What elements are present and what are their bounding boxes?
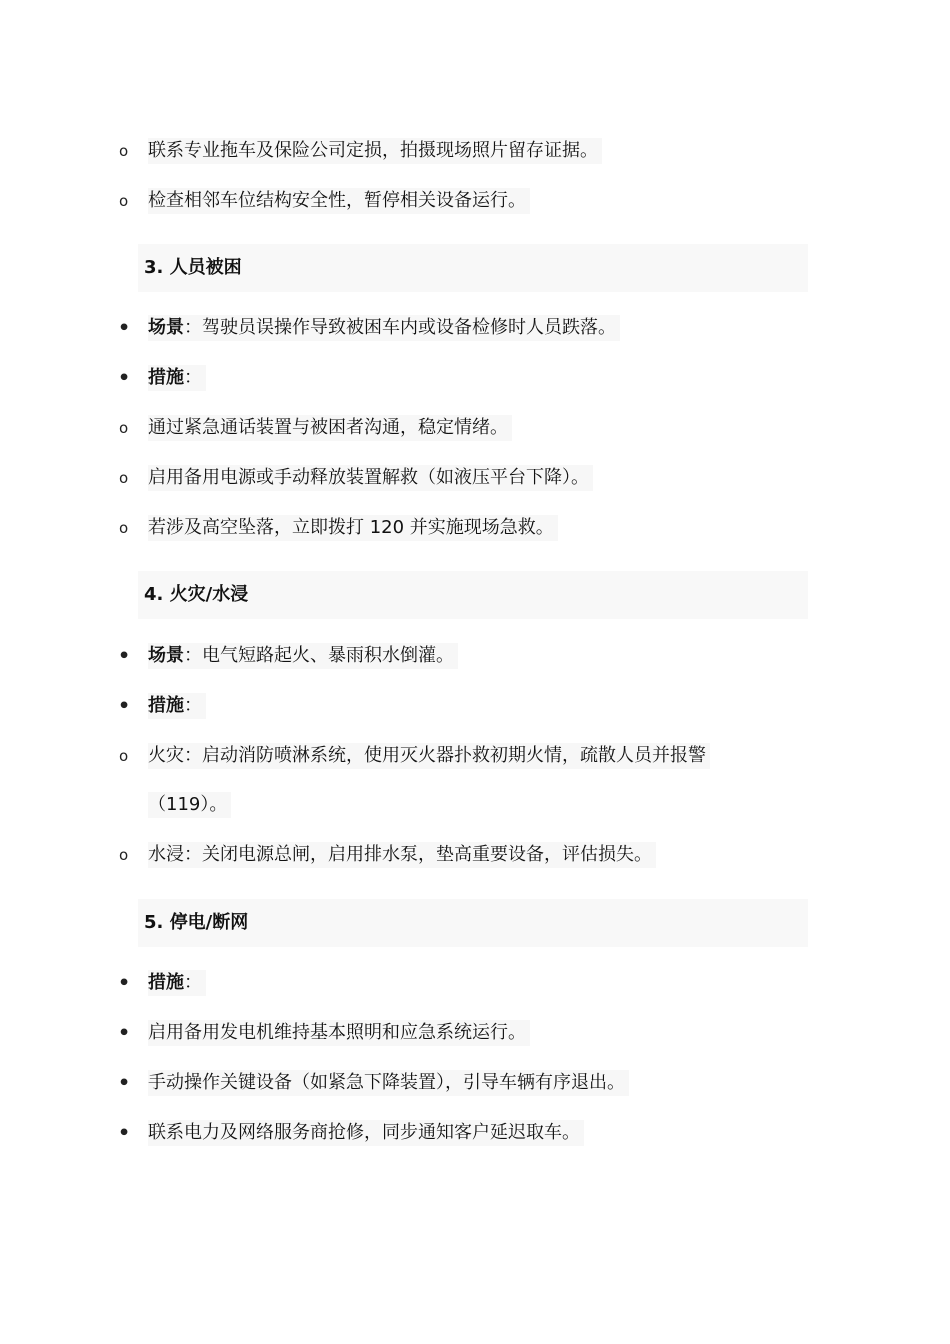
list-item-text: 联系电力及网络服务商抢修，同步通知客户延迟取车。 xyxy=(148,1120,584,1146)
circle-bullet-icon: o xyxy=(119,419,129,437)
scene-description: ：驾驶员误操作导致被困车内或设备检修时人员跌落。 xyxy=(184,317,616,338)
measures-text xyxy=(148,693,206,719)
scene-label: 场景 xyxy=(148,645,184,666)
bullet-icon: • xyxy=(118,317,131,339)
scene-text xyxy=(148,315,620,341)
measures-text xyxy=(148,365,206,391)
section-heading-4 xyxy=(138,571,808,619)
list-item-text: （119）。 xyxy=(148,792,231,818)
measures-label: 措施 xyxy=(148,367,184,388)
circle-bullet-icon: o xyxy=(119,469,129,487)
measures-text xyxy=(148,970,206,996)
circle-bullet-icon: o xyxy=(119,142,129,160)
list-item-text: 通过紧急通话装置与被困者沟通，稳定情绪。 xyxy=(148,415,512,441)
list-item xyxy=(0,358,950,398)
bullet-icon: • xyxy=(118,972,131,994)
list-item-text: 手动操作关键设备（如紧急下降装置），引导车辆有序退出。 xyxy=(148,1070,629,1096)
list-item xyxy=(0,1013,950,1053)
list-item xyxy=(0,686,950,726)
bullet-icon: • xyxy=(118,1122,131,1144)
bullet-icon: • xyxy=(118,367,131,389)
list-item xyxy=(0,181,950,221)
list-item-continuation xyxy=(0,785,950,825)
list-item-text: 火灾：启动消防喷淋系统，使用灭火器扑救初期火情，疏散人员并报警 xyxy=(148,743,710,769)
bullet-icon: • xyxy=(118,695,131,717)
circle-bullet-icon: o xyxy=(119,747,129,765)
list-item-text: 检查相邻车位结构安全性，暂停相关设备运行。 xyxy=(148,188,530,214)
list-item xyxy=(0,835,950,875)
list-item xyxy=(0,508,950,548)
section-heading-text: 5. 停电/断网 xyxy=(144,912,249,933)
scene-text xyxy=(148,643,458,669)
list-item xyxy=(0,1113,950,1153)
list-item xyxy=(0,458,950,498)
list-item-text: 水浸：关闭电源总闸，启用排水泵，垫高重要设备，评估损失。 xyxy=(148,842,656,868)
section-heading-5 xyxy=(138,899,808,947)
list-item xyxy=(0,736,950,776)
bullet-icon: • xyxy=(118,1022,131,1044)
list-item xyxy=(0,636,950,676)
list-item-text: 若涉及高空坠落，立即拨打 120 并实施现场急救。 xyxy=(148,515,558,541)
list-item-text: 启用备用发电机维持基本照明和应急系统运行。 xyxy=(148,1020,530,1046)
scene-description: ：电气短路起火、暴雨积水倒灌。 xyxy=(184,645,454,666)
scene-label: 场景 xyxy=(148,317,184,338)
list-item xyxy=(0,1063,950,1103)
list-item-text: 启用备用电源或手动释放装置解救（如液压平台下降）。 xyxy=(148,465,593,491)
circle-bullet-icon: o xyxy=(119,846,129,864)
bullet-icon: • xyxy=(118,1072,131,1094)
section-heading-text: 4. 火灾/水浸 xyxy=(144,584,249,605)
measures-colon: ： xyxy=(184,972,202,993)
list-item xyxy=(0,131,950,171)
section-heading-text: 3. 人员被困 xyxy=(144,257,242,278)
measures-colon: ： xyxy=(184,367,202,388)
list-item-text: 联系专业拖车及保险公司定损，拍摄现场照片留存证据。 xyxy=(148,138,602,164)
measures-colon: ： xyxy=(184,695,202,716)
circle-bullet-icon: o xyxy=(119,192,129,210)
circle-bullet-icon: o xyxy=(119,519,129,537)
list-item xyxy=(0,408,950,448)
bullet-icon: • xyxy=(118,645,131,667)
measures-label: 措施 xyxy=(148,695,184,716)
list-item xyxy=(0,308,950,348)
list-item xyxy=(0,963,950,1003)
measures-label: 措施 xyxy=(148,972,184,993)
section-heading-3 xyxy=(138,244,808,292)
